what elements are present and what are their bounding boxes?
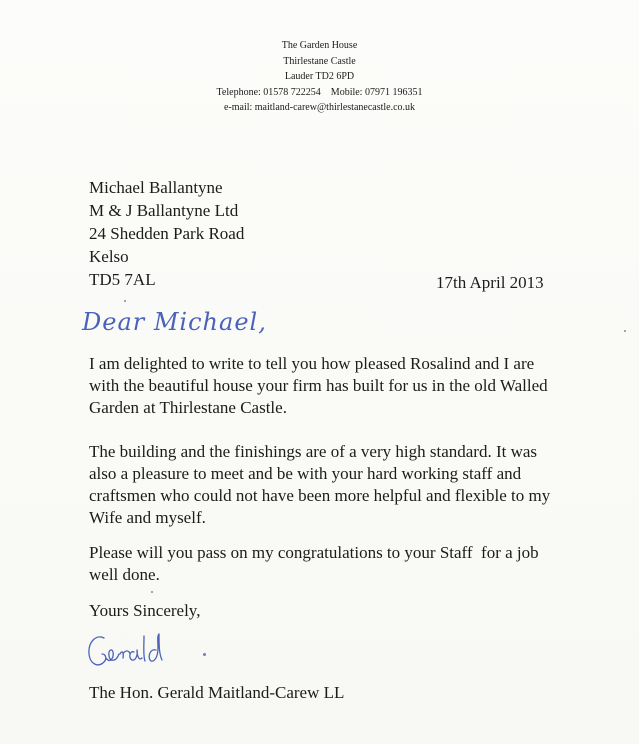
recipient-address: [89, 176, 244, 291]
recipient-postcode: TD5 7AL: [89, 270, 156, 289]
body-paragraph-3: Please will you pass on my congratulations to your Staff for a job well done.: [89, 543, 543, 584]
letterhead-postcode: Lauder TD2 6PD: [284, 71, 355, 82]
body-paragraph-1: I am delighted to write to tell you how pleased Rosalind and I are with the beautiful house your firm has built for us in the old Walled Garden at Thirlestane Castle.: [89, 354, 548, 417]
letterhead: [0, 38, 639, 116]
letter-date: 17th April 2013: [436, 273, 544, 292]
ink-dot: [203, 653, 206, 656]
recipient-company: M & J Ballantyne Ltd: [89, 201, 239, 220]
handwritten-signature: [82, 628, 202, 676]
signer-name: The Hon. Gerald Maitland-Carew LL: [89, 683, 345, 702]
body-paragraph-2: The building and the finishings are of a very high standard. It was also a pleasure to meet and be with your hard working staff and craftsmen who could not have been more helpful and flexible to my Wife and myself.: [89, 442, 551, 527]
recipient-street: 24 Shedden Park Road: [89, 224, 245, 243]
letterhead-house: The Garden House: [281, 40, 358, 51]
letterhead-phone: Telephone: 01578 722254 Mobile: 07971 196351: [216, 86, 423, 98]
recipient-town: Kelso: [89, 247, 129, 266]
letterhead-email: e-mail: maitland-carew@thirlestanecastle.co.uk: [223, 102, 416, 113]
closing: Yours Sincerely,: [89, 601, 201, 620]
recipient-name: Michael Ballantyne: [89, 178, 223, 197]
letterhead-castle: Thirlestane Castle: [283, 55, 356, 67]
handwritten-salutation: Dear Michael,: [82, 308, 267, 336]
